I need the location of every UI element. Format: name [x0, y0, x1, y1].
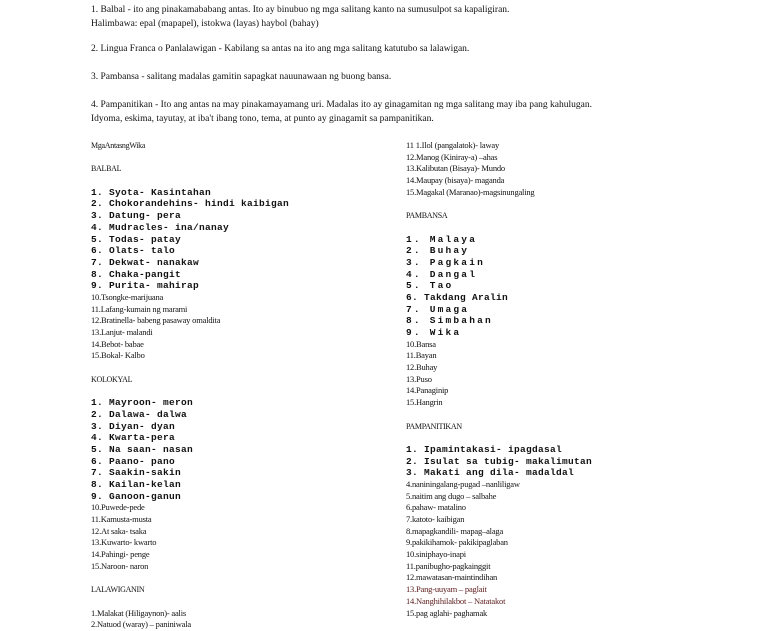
list-item: 14.Panaginip: [406, 385, 449, 396]
intro-paragraph-2: 2. Lingua Franca o Panlalawigan - Kabilang sa antas na ito ang mga salitang katutubo sa lalawigan.: [91, 44, 470, 54]
list-item: 6. Olats- talo: [91, 245, 176, 257]
list-item: 2. Isulat sa tubig- makalimutan: [406, 455, 593, 467]
list-item: 7.katoto- kaibigan: [406, 514, 465, 524]
pampanitikan-definition: 4. Pampanitikan - Ito ang antas na may pinakamayamang uri. Madalas ito ay ginagamitan ng mga salitang may iba pang kahulugan.: [91, 100, 592, 110]
list-item: 2. Dalawa- dalwa: [91, 408, 188, 420]
list-item: 11.Lafang-kumain ng marami: [91, 303, 188, 314]
list-item: 9. Wika: [406, 327, 462, 338]
intro-paragraph-4: [91, 98, 761, 126]
list-item: 6. Paano- pano: [91, 455, 176, 467]
list-item: 5. Tao: [406, 280, 454, 292]
right-column: [406, 140, 766, 619]
list-item: 15.Naroon- naron: [91, 560, 149, 571]
left-column: [91, 140, 391, 631]
list-item: 9. Ganoon-ganun: [91, 490, 182, 502]
pampanitikan-example: Idyoma, eskima, tayutay, at iba't ibang tono, tema, at punto ay ginagamit sa pampanitikan.: [91, 114, 434, 124]
list-item: 14.Maupay (bisaya)- maganda: [406, 175, 505, 186]
lalawiganin-heading: LALAWIGANIN: [91, 585, 145, 595]
list-item: 8.mapagkandili- mapag–alaga: [406, 525, 504, 536]
list-item: 8. Simbahan: [406, 315, 493, 327]
list-item: 7. Umaga: [406, 303, 470, 315]
list-item: 2. Chokorandehins- hindi kaibigan: [91, 198, 290, 210]
list-item: 14.Nanghihilakbot – Natatakot: [406, 595, 506, 606]
list-item: 10.Bansa: [406, 338, 436, 349]
list-item: 11.panibugho-pagkainggit: [406, 560, 491, 571]
list-item: 10.siniphayo-inapi: [406, 549, 466, 560]
list-item: 11.Bayan: [406, 350, 437, 361]
section-title: MgaAntasngWika: [91, 141, 146, 150]
list-item: 8. Kailan-kelan: [91, 478, 182, 490]
list-item: 4. Mudracles- ina/nanay: [91, 221, 230, 233]
list-item: 15.pag aglahi- paghamak: [406, 607, 488, 618]
list-item: 10.Tsongke-marijuana: [91, 291, 164, 302]
list-item: 10.Puwede-pede: [91, 502, 145, 513]
list-item: 4.naniningalang-pugad –nanliligaw: [406, 478, 520, 489]
list-item: 15.Bokal- Kalbo: [91, 350, 145, 361]
list-item: 1.Malakat (Hiligaynon)- aalis: [91, 607, 186, 618]
list-item: 3. Diyan- dyan: [91, 420, 176, 432]
list-item: 11.Kamusta-musta: [91, 514, 152, 524]
list-item: 2. Buhay: [406, 245, 470, 257]
list-item: 6.pahaw- matalino: [406, 502, 466, 513]
list-item: 2.Natuod (waray) – paniniwala: [91, 619, 191, 630]
list-item: 9. Purita- mahirap: [91, 280, 200, 292]
list-item: 15.Magakal (Maranao)-magsinungaling: [406, 186, 535, 197]
list-item: 8. Chaka-pangit: [91, 268, 182, 280]
list-item: 1. Malaya: [406, 233, 478, 245]
list-item: 13.Puso: [406, 373, 432, 384]
list-item: 1. Syota- Kasintahan: [91, 186, 212, 198]
list-item: 1. Mayroon- meron: [91, 397, 194, 409]
list-item: 4. Kwarta-pera: [91, 432, 176, 444]
list-item: 1. Ipamintakasi- ipagdasal: [406, 443, 563, 455]
intro-paragraph-1: [91, 3, 761, 31]
list-item: 12.Bratinella- babeng pasaway omaldita: [91, 315, 221, 326]
list-item: 6. Takdang Aralin: [406, 291, 509, 303]
intro-paragraph-3: 3. Pambansa - salitang madalas gamitin sapagkat nauunawaan ng buong bansa.: [91, 72, 392, 82]
list-item: 9.pakikihamok- pakikipaglaban: [406, 537, 508, 548]
balbal-definition: 1. Balbal - ito ang pinakamababang antas. Ito ay binubuo ng mga salitang kanto na sumusulpot sa kapaligiran.: [91, 5, 510, 15]
list-item: 12.Buhay: [406, 362, 438, 373]
pambansa-heading: PAMBANSA: [406, 211, 448, 221]
list-item: 13.Kuwarto- kwarto: [91, 537, 157, 548]
list-item: 3. Datung- pera: [91, 210, 182, 222]
list-item: 12.At saka- tsaka: [91, 525, 147, 536]
list-item: 3. Pagkain: [406, 256, 486, 268]
list-item: 5.naitim ang dugo – salbahe: [406, 490, 497, 501]
list-item: 5. Na saan- nasan: [91, 443, 194, 455]
list-item: 13.Pang-uuyam – paglait: [406, 584, 487, 595]
list-item: 14.Bebot- babae: [91, 338, 144, 349]
list-item: 12.mawatasan-maintindihan: [406, 572, 498, 583]
list-item: 15.Hangrin: [406, 397, 443, 408]
list-item: 12.Manog (Kiniray-a) –ahas: [406, 151, 498, 162]
list-item: 7. Saakin-sakin: [91, 467, 182, 479]
list-item: 3. Makati ang dila- madaldal: [406, 467, 575, 479]
list-item: 5. Todas- patay: [91, 233, 182, 245]
pampanitikan-heading: PAMPANITIKAN: [406, 421, 462, 431]
list-item: 14.Pahingi- penge: [91, 549, 150, 560]
balbal-example: Halimbawa: epal (mapapel), istokwa (layas) haybol (bahay): [91, 19, 319, 29]
list-item: 4. Dangal: [406, 268, 478, 280]
list-item: 13.Lanjut- malandi: [91, 327, 153, 337]
list-item: 11 1.Ilol (pangalatok)- laway: [406, 140, 500, 150]
list-item: 7. Dekwat- nanakaw: [91, 256, 200, 268]
balbal-heading: BALBAL: [91, 164, 122, 174]
list-item: 13.Kalibutan (Bisaya)- Mundo: [406, 163, 505, 174]
kolokyal-heading: KOLOKYAL: [91, 374, 133, 384]
